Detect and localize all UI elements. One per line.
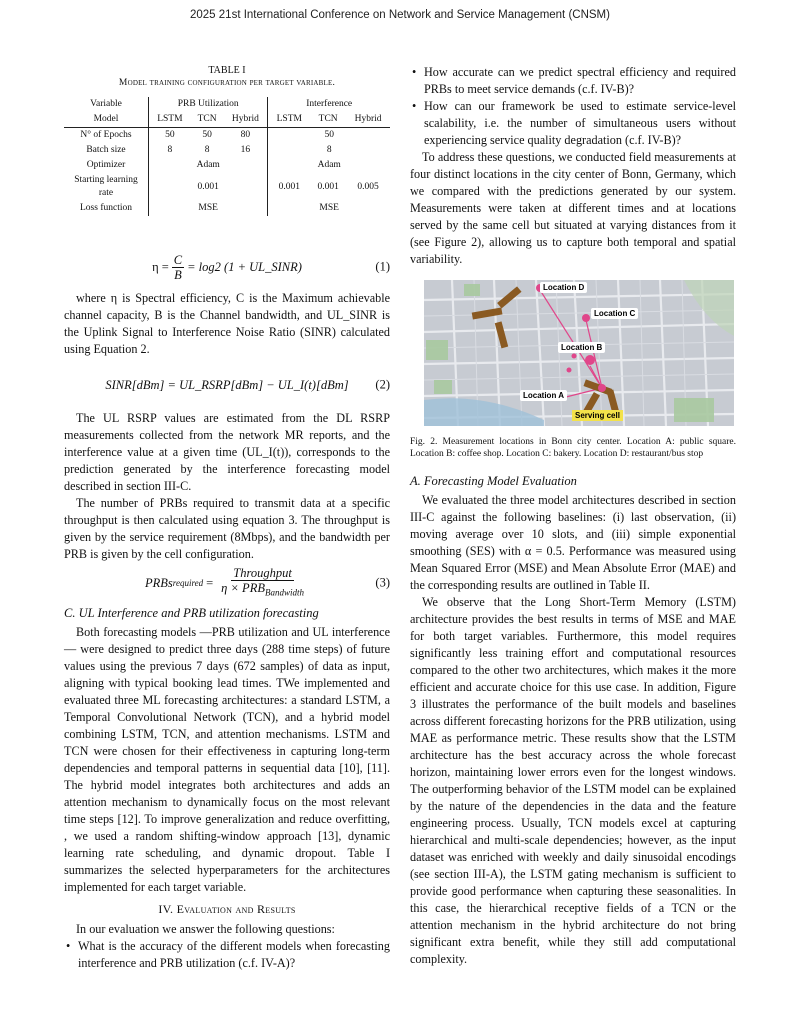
- map-label-location-c: Location C: [591, 308, 638, 319]
- table-cell: 0.001: [317, 181, 339, 192]
- table-model-cell: Hybrid: [223, 112, 268, 128]
- paragraph-prbs: The number of PRBs required to transmit data at a specific throughput is then calculated using equation 3. The throughput is given by the service requirement (8Mbps), and the bandwidth per PRB is given by the cell configuration.: [64, 496, 390, 561]
- map-label-serving-cell: Serving cell: [572, 410, 623, 421]
- conference-header: 2025 21st International Conference on Network and Service Management (CNSM): [190, 9, 610, 21]
- right-column: [410, 64, 736, 968]
- questions-list: [64, 938, 390, 972]
- table-cell: 8: [204, 145, 210, 155]
- config-table: [64, 97, 390, 216]
- eq1-rhs: = log2 (1 + UL_SINR): [187, 259, 302, 274]
- section-a-heading: A. Forecasting Model Evaluation: [410, 474, 577, 488]
- eq3-fraction: [219, 566, 306, 600]
- table-row-name: Loss function: [64, 201, 149, 216]
- table-header-model: Model: [64, 112, 149, 128]
- equation-3: PRBs required = $\frac{\text{Throughput}}{\eta \times PRB_{Bandwidth}}$ (3): [145, 566, 390, 598]
- table-group-interference: Interference: [306, 99, 353, 109]
- questions-list-cont: [410, 64, 736, 149]
- eq3-lhs: PRBs: [145, 575, 173, 590]
- eq3-number: (3): [375, 575, 390, 590]
- paragraph-rsrp: The UL RSRP values are estimated from the DL RSRP measurements collected from the network MR reports, and the interference value at a given time (UL_I(t)), corresponds to the prediction generated by the interference forecasting model described in section III-C.: [64, 411, 390, 493]
- map-label-location-d: Location D: [540, 282, 587, 293]
- table-cell: MSE: [149, 201, 268, 216]
- table-cell: 0.005: [357, 181, 379, 192]
- table-model-cell: TCN: [310, 112, 346, 128]
- table-model-cell: TCN: [191, 112, 224, 128]
- equation-1: [64, 250, 390, 284]
- table-caption: Model training configuration per target variable.: [118, 78, 336, 88]
- table-cell: 0.001: [149, 173, 268, 201]
- table-row: [64, 158, 390, 173]
- table-cell: 16: [223, 143, 268, 158]
- paragraph-field: To address these questions, we conducted field measurements at four distinct locations in the city center of Bonn, Germany, which we compared with the predictions generated by our system. Measurements were taken at different times and at locations served by the same cell but situated at varying distances from it (see Figure 2), allowing us to capture both temporal and spatial variability.: [410, 150, 736, 266]
- table-group-prb: PRB Utilization: [149, 97, 268, 112]
- table-model-row: [64, 112, 390, 128]
- table-cell: 80: [223, 128, 268, 144]
- map-label-location-b: Location B: [558, 342, 605, 353]
- table-cell: 8: [326, 145, 332, 155]
- question-item: • What is the accuracy of the different models when forecasting interference and PRB utilization (c.f. IV-A)?: [78, 938, 390, 972]
- table-cell: 50: [202, 130, 212, 140]
- eq3-den-sub: Bandwidth: [264, 587, 304, 598]
- table-label: TABLE I: [208, 65, 246, 76]
- eq1-denominator: B: [174, 267, 182, 282]
- paragraph-eq1: where η is Spectral efficiency, C is the Maximum achievable channel capacity, B is the Channel bandwidth, and UL_SINR is the Uplink Signal to Interference Noise Ratio (SINR) calculated using Equation 2.: [64, 291, 390, 356]
- table-cell: 50: [324, 130, 334, 140]
- eq3-lhs-sub: required: [172, 578, 204, 588]
- table-header-row: [64, 97, 390, 112]
- question-item: • How can our framework be used to estimate service-level scalability, i.e. the number of simultaneous users without experiencing service quality degradation (c.f. IV-B)?: [424, 98, 736, 149]
- table-row-name: Starting learning rate: [64, 173, 149, 201]
- paragraph-lstm: We observe that the Long Short-Term Memory (LSTM) architecture provides the best results in terms of MSE and MAE for both target variables. Furthermore, this model requires significantly less training effort and computational resources compared to the other two architectures, which makes it the more efficient and accurate choice for this use case. In addition, Figure 3 illustrates the performance of the built models and baselines across different forecasting horizons for the PRB utilization, using MAE as performance metric. These results show that the LSTM architecture has the best accuracy across the whole forecast horizon, maintaining lower errors even for the longest windows. The outperforming behavior of the LSTM model can be explained by the nature of the dependencies in the data and the feature engineering process. Usually, TCN models excel at capturing hierarchical and multi-scale dependencies; however, as the input dataset was enriched with weekly and daily sinusoidal encodings (see section III-A), the LSTM gating mechanism is sufficient to provide good performance when capturing these seasonalities. In this case, the hierarchical receptive fields of a TCN or the attention mechanism in the hybrid architecture do not bring significant extra benefit, while they still add computational complexity.: [410, 595, 736, 966]
- eq1-lhs: η =: [152, 259, 169, 274]
- table-cell: Adam: [149, 158, 268, 173]
- map-background: [424, 280, 734, 426]
- measurement-map: [424, 280, 734, 426]
- paragraph-models: We evaluated the three model architectures described in section III-C against the following baselines: (i) last observation, (ii) moving average over 10 slots, and (iii) simple exponential smoothing (SES) with α = 0.5. Performance was measured using Mean Squared Error (MSE) and Mean Absolute Error (MAE) and the corresponding results are outlined in Table II.: [410, 493, 736, 592]
- section-c-heading: C. UL Interference and PRB utilization forecasting: [64, 606, 319, 620]
- eq3-denominator: η × PRB: [221, 581, 265, 596]
- left-column: [64, 62, 390, 972]
- table-cell: 50: [165, 130, 175, 140]
- question-item: • How accurate can we predict spectral efficiency and required PRBs to meet service demands (c.f. IV-B)?: [424, 64, 736, 98]
- table-row-name: Optimizer: [64, 158, 149, 173]
- eq2-text: SINR[dBm] = UL_RSRP[dBm] − UL_I(t)[dBm]: [105, 377, 349, 392]
- section-iv-heading: IV. Evaluation and Results: [158, 902, 296, 916]
- paragraph-eval: In our evaluation we answer the following questions:: [76, 922, 335, 936]
- table-cell: 0.001: [278, 181, 300, 192]
- table-row: [64, 128, 390, 144]
- table-row-name: Batch size: [64, 143, 149, 158]
- map-label-location-a: Location A: [520, 390, 567, 401]
- eq1-number: (1): [375, 259, 390, 274]
- table-cell: MSE: [319, 203, 339, 213]
- eq1-numerator: C: [173, 252, 183, 267]
- eq2-number: (2): [375, 377, 390, 392]
- table-row: [64, 173, 390, 201]
- paragraph-forecasting: Both forecasting models —PRB utilization and UL interference— were designed to predict three days (288 time steps) of future values using the previous 7 days (672 samples) of data as input, aligning with typical booking lead times. TWe implemented and evaluated three ML forecasting architectures: a standard LSTM, a Temporal Convolutional Network (TCN), and a hybrid model combining LSTM, TCN, and attention mechanisms. LSTM and TCN were chosen for their effectiveness in capturing long-term dependencies and temporal patterns in sequential data [10], [11]. The hybrid model integrates both architectures and adds an attention mechanism to dynamically focus on the most relevant time steps [12]. To improve generalization and reduce overfitting, , we used a random shifting-window approach [13], dynamic learning rate scheduling, and dynamic dropout. Table I summarizes the selected hyperparameters for the architectures implemented for each target variable.: [64, 625, 390, 894]
- eq3-numerator: Throughput: [233, 566, 292, 581]
- table-model-cell: LSTM: [149, 112, 191, 128]
- figure-caption: Fig. 2. Measurement locations in Bonn city center. Location A: public square. Location B: coffee shop. Location C: bakery. Location D: restaurant/bus stop: [410, 437, 736, 459]
- table-model-cell: Hybrid: [346, 112, 390, 128]
- table-cell: 8: [167, 145, 173, 155]
- table-row-name: N° of Epochs: [64, 128, 149, 144]
- table-model-cell: LSTM: [268, 112, 310, 128]
- table-row: [64, 201, 390, 216]
- equation-2: [64, 368, 390, 402]
- table-row: [64, 143, 390, 158]
- eq1-fraction: [172, 253, 184, 282]
- table-header-variable: Variable: [64, 97, 149, 112]
- table-cell: Adam: [317, 160, 341, 170]
